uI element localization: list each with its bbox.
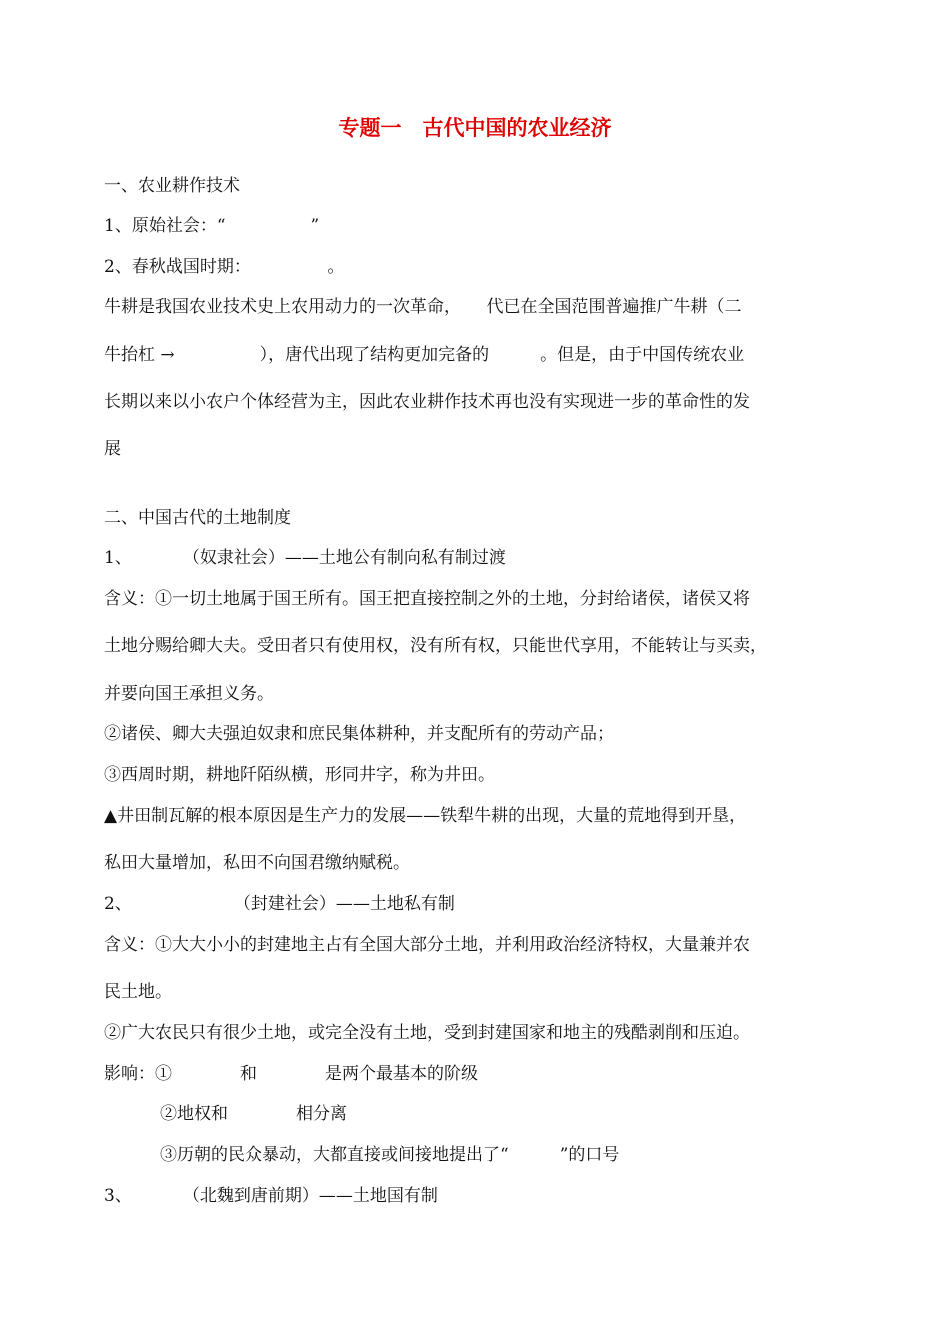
text-line: 私田大量增加，私田不向国君缴纳赋税。 [104,853,410,873]
text-line: 展 [104,439,121,459]
text-line: ③西周时期，耕地阡陌纵横，形同井字，称为井田。 [104,765,495,785]
text-line: 2、 （封建社会）——土地私有制 [104,894,455,914]
text-line: 含义：①大大小小的封建地主占有全国大部分土地，并利用政治经济特权，大量兼并农 [104,935,750,955]
text-line: 民土地。 [104,982,172,1002]
text-line: 3、 （北魏到唐前期）——土地国有制 [104,1186,438,1206]
document-title: 专题一 古代中国的农业经济 [338,115,612,140]
section-heading-land-system: 二、中国古代的土地制度 [104,508,291,528]
text-line: ②广大农民只有很少土地，或完全没有土地，受到封建国家和地主的残酷剥削和压迫。 [104,1023,750,1043]
text-line: 并要向国王承担义务。 [104,684,274,704]
text-line: ▲井田制瓦解的根本原因是生产力的发展——铁犁牛耕的出现，大量的荒地得到开垦， [104,806,747,826]
text-line: ②地权和 相分离 [160,1104,347,1124]
text-line: 长期以来以小农户个体经营为主，因此农业耕作技术再也没有实现进一步的革命性的发 [104,392,750,412]
text-line: 2、春秋战国时期： 。 [104,257,345,277]
text-line: 含义：①一切土地属于国王所有。国王把直接控制之外的土地，分封给诸侯，诸侯又将 [104,589,750,609]
text-line: 1、 （奴隶社会）——土地公有制向私有制过渡 [104,548,506,568]
text-line: 影响：① 和 是两个最基本的阶级 [104,1064,478,1084]
text-line: 1、原始社会：“ ” [104,216,320,236]
text-line: 土地分赐给卿大夫。受田者只有使用权，没有所有权，只能世代享用，不能转让与买卖， [104,636,767,656]
section-heading-farming: 一、农业耕作技术 [104,176,240,196]
text-line: ②诸侯、卿大夫强迫奴隶和庶民集体耕种，并支配所有的劳动产品； [104,724,614,744]
text-line: ③历朝的民众暴动，大都直接或间接地提出了“ ”的口号 [160,1145,620,1165]
text-line: 牛抬杠 → ），唐代出现了结构更加完备的 。但是，由于中国传统农业 [104,345,745,365]
text-line: 牛耕是我国农业技术史上农用动力的一次革命， 代已在全国范围普遍推广牛耕（二 [104,297,742,317]
